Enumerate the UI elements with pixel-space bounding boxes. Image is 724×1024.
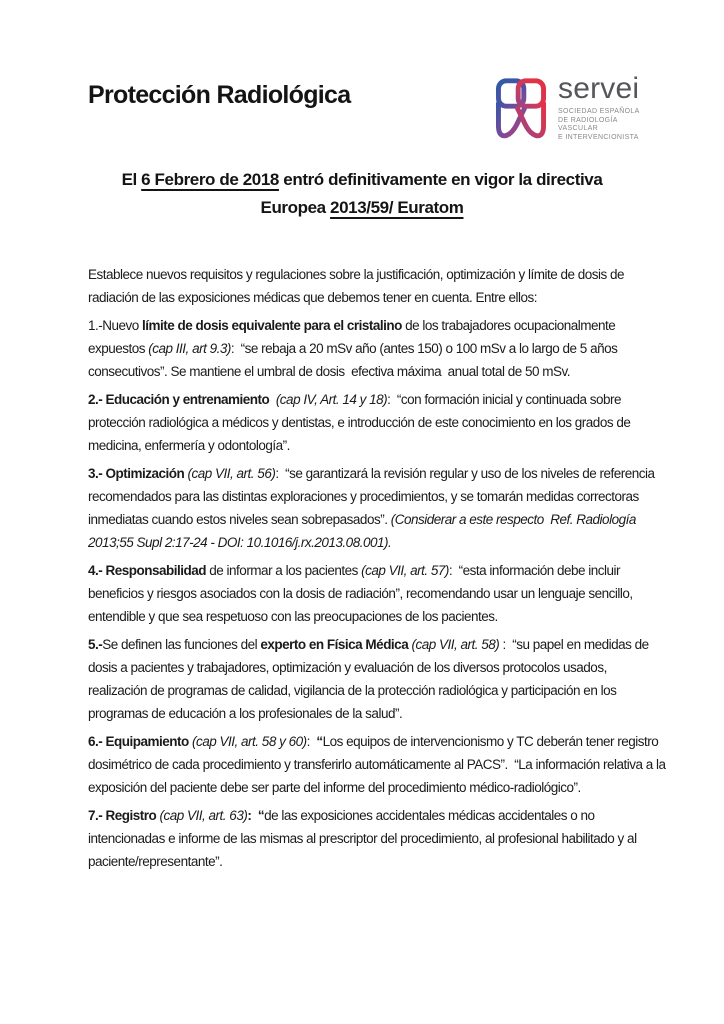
- text-run: 6 Febrero de 2018: [141, 170, 279, 189]
- logo-subtitle-line: SOCIEDAD ESPAÑOLA: [558, 108, 640, 115]
- text-run: : “se garantizará la revisión regular y uso de los niveles de referencia recomendados para las distintas exploraciones y procedimientos, y se tomarán medidas correctoras inmediatas cuando estos niveles sean sobrepasados”.: [88, 466, 658, 527]
- text-run: 4.- Responsabilidad: [88, 563, 207, 578]
- paragraph: [88, 263, 666, 309]
- text-run: 2013/59/ Euratom: [330, 198, 464, 217]
- text-run: de las exposiciones accidentales médicas accidentales o no intencionadas e informe de las mismas al prescriptor del procedimiento, al profesional habilitado y al paciente/representante”.: [88, 808, 640, 869]
- text-run: :: [247, 808, 252, 823]
- text-run: (cap VII, art. 58): [411, 637, 500, 652]
- text-run: 7.- Registro: [88, 808, 157, 823]
- page-title: Protección Radiológica: [88, 81, 351, 109]
- text-run: (cap VII, art. 58 y 60): [192, 734, 307, 749]
- paragraph: [88, 804, 666, 873]
- text-run: 3.- Optimización: [88, 466, 185, 481]
- text-run: : “se rebaja a 20 mSv año (antes 150) o 100 mSv a lo largo de 5 años consecutivos”. Se mantiene el umbral de dosis efectiva máxima anual total de 50 mSv.: [88, 341, 621, 379]
- text-run: 6.- Equipamiento: [88, 734, 189, 749]
- paragraph: [88, 314, 666, 383]
- heading-line: [62, 166, 662, 194]
- text-run: (Considerar a este respecto Ref. Radiología 2013;55 Supl 2:17-24 - DOI: 10.1016/j.rx.2013.08.001).: [88, 512, 640, 550]
- servei-logo: [490, 72, 640, 146]
- document-body: [88, 263, 669, 878]
- paragraph: [88, 633, 666, 725]
- text-run: “: [316, 734, 323, 749]
- heading-line: [62, 194, 662, 222]
- text-run: de los trabajadores ocupacionalmente expuestos: [88, 318, 619, 356]
- text-run: (cap VII, art. 63): [159, 808, 248, 823]
- text-run: :: [306, 734, 317, 749]
- servei-rr-monogram-icon: [490, 72, 552, 146]
- text-run: 1.-Nuevo: [88, 318, 143, 333]
- paragraph: [88, 559, 666, 628]
- text-run: límite de dosis equivalente para el cristalino: [142, 318, 402, 333]
- logo-subtitle-line: E INTERVENCIONISTA: [558, 133, 639, 141]
- paragraph: [88, 730, 669, 799]
- text-run: Europea: [260, 198, 331, 217]
- text-run: (cap IV, Art. 14 y 18): [275, 392, 388, 407]
- logo-text: [558, 74, 640, 142]
- text-run: Establece nuevos requisitos y regulaciones sobre la justificación, optimización y límite de dosis de radiación de las exposiciones médicas que debemos tener en cuenta. Entre ellos:: [88, 267, 628, 305]
- text-run: experto en Física Médica: [260, 637, 409, 652]
- text-run: (cap VII, art. 56): [187, 466, 276, 481]
- text-run: entró definitivamente en vigor la directiva: [278, 170, 603, 189]
- text-run: de informar a los pacientes: [206, 563, 362, 578]
- text-run: : “esta información debe incluir beneficios y riesgos asociados con la dosis de radiación”, recomendando usar un lenguaje sencillo, entendible y que sea respetuoso con las preocupaciones de los pacientes.: [88, 563, 636, 624]
- logo-subtitle-line: VASCULAR: [558, 125, 599, 132]
- text-run: : “con formación inicial y continuada sobre protección radiológica a médicos y dentistas, e introducción de este conocimiento en los grados de medicina, enfermería y odontología”.: [88, 392, 634, 453]
- text-run: “: [257, 808, 265, 823]
- text-run: (cap III, art 9.3): [148, 341, 231, 356]
- text-run: El: [121, 170, 142, 189]
- text-run: (cap VII, art. 57): [361, 563, 449, 578]
- paragraph: [88, 462, 666, 554]
- text-run: 2.- Educación y entrenamiento: [88, 392, 270, 407]
- text-run: Se definen las funciones del: [102, 637, 261, 652]
- logo-subtitle-line: DE RADIOLOGÍA: [558, 116, 618, 124]
- logo-brand: servei: [558, 72, 640, 105]
- paragraph: [88, 388, 666, 457]
- text-run: Los equipos de intervencionismo y TC deberán tener registro dosimétrico de cada procedimiento y transferirlo automáticamente al PACS”. “La información relativa a la exposición del paciente debe ser parte del informe del procedimiento médico-radiológico”.: [88, 734, 669, 795]
- document-heading: [62, 166, 662, 222]
- logo-subtitle: [558, 108, 640, 142]
- text-run: : “su papel en medidas de dosis a pacientes y trabajadores, optimización y evaluación de los diversos protocolos usados, realización de programas de calidad, vigilancia de la protección radiológica y participación en los programas de educación a los profesionales de la salud”.: [88, 637, 652, 721]
- text-run: 5.-: [88, 637, 103, 652]
